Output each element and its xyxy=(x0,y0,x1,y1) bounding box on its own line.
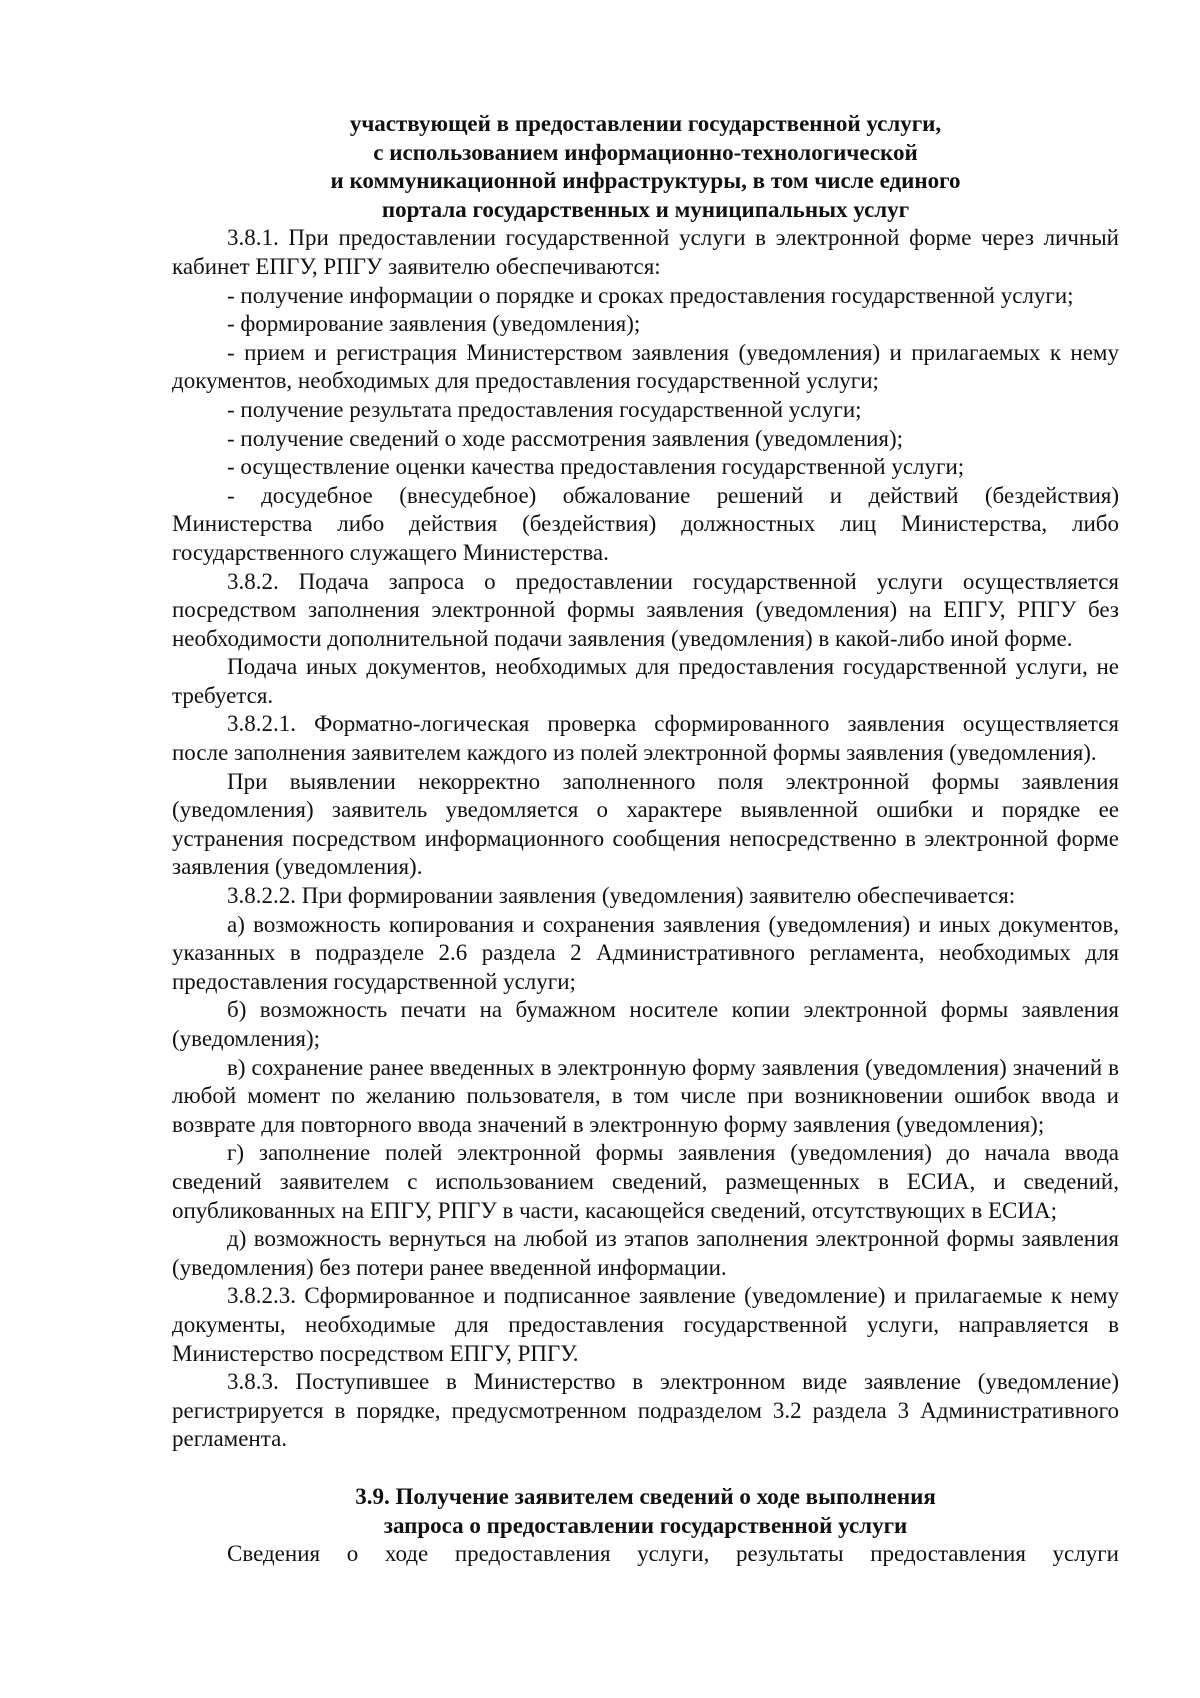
section-heading-3-9 xyxy=(172,1483,1119,1540)
heading-line: 3.9. Получение заявителем сведений о ходе выполнения xyxy=(355,1483,936,1509)
list-item-d: д) возможность вернуться на любой из этапов заполнения электронной формы заявления (уведомления) без потери ранее введенной информации. xyxy=(172,1226,1119,1280)
heading-line: с использованием информационно-технологической xyxy=(373,139,918,165)
paragraph-3-8-2-2: 3.8.2.2. При формировании заявления (уведомления) заявителю обеспечивается: xyxy=(227,883,1016,909)
list-item-form: - формирование заявления (уведомления); xyxy=(227,311,641,337)
section-spacer xyxy=(172,1454,1119,1483)
paragraph-3-8-3: 3.8.3. Поступившее в Министерство в электронном виде заявление (уведомление) регистрируется в порядке, предусмотренном подразделом 3.2 раздела 3 Административного регламента. xyxy=(172,1369,1119,1452)
list-item-registration: - прием и регистрация Министерством заявления (уведомления) и прилагаемых к нему документов, необходимых для предоставления государственной услуги; xyxy=(172,339,1119,394)
list-item-a: а) возможность копирования и сохранения заявления (уведомления) и иных документов, указанных в подразделе 2.6 раздела 2 Административного регламента, необходимых для предоставления государственной услуги; xyxy=(172,911,1119,994)
paragraph-3-8-2-3: 3.8.2.3. Сформированное и подписанное заявление (уведомление) и прилагаемые к нему документы, необходимые для предоставления государственной услуги, направляется в Министерство посредством ЕПГУ, РПГУ. xyxy=(172,1283,1119,1366)
paragraph-other-docs: Подача иных документов, необходимых для предоставления государственной услуги, не требуется. xyxy=(172,654,1119,708)
list-item-quality: - осуществление оценки качества предоставления государственной услуги; xyxy=(227,454,965,480)
document-page xyxy=(172,110,1119,1569)
list-item-b: б) возможность печати на бумажном носителе копии электронной формы заявления (уведомления); xyxy=(172,997,1119,1051)
heading-line: и коммуникационной инфраструктуры, в том числе единого xyxy=(330,168,961,194)
paragraph-3-9-text: Сведения о ходе предоставления услуги, результаты предоставления услуги xyxy=(227,1541,1119,1567)
list-item-result: - получение результата предоставления государственной услуги; xyxy=(227,396,862,422)
list-item-g: г) заполнение полей электронной формы заявления (уведомления) до начала ввода сведений заявителем с использованием сведений, размещенных в ЕСИА, и сведений, опубликованных на ЕПГУ, РПГУ в части, касающейся сведений, отсутствующих в ЕСИА; xyxy=(172,1140,1119,1223)
heading-line: запроса о предоставлении государственной услуги xyxy=(383,1512,908,1538)
heading-line: участвующей в предоставлении государственной услуги, xyxy=(349,111,942,136)
paragraph-3-8-2-1: 3.8.2.1. Форматно-логическая проверка сформированного заявления осуществляется после заполнения заявителем каждого из полей электронной формы заявления (уведомления). xyxy=(172,711,1119,766)
paragraph-3-8-2: 3.8.2. Подача запроса о предоставлении государственной услуги осуществляется посредством заполнения электронной формы заявления (уведомления) на ЕПГУ, РПГУ без необходимости дополнительной подачи заявления (уведомления) в какой-либо иной форме. xyxy=(172,568,1119,651)
list-item-appeal: - досудебное (внесудебное) обжалование решений и действий (бездействия) Министерства либо действия (бездействия) должностных лиц Министерства, либо государственного служащего Министерства. xyxy=(172,482,1119,565)
paragraph-incorrect-field: При выявлении некорректно заполненного поля электронной формы заявления (уведомления) заявитель уведомляется о характере выявленной ошибки и порядке ее устранения посредством информационного сообщения непосредственно в электронной форме заявления (уведомления). xyxy=(172,768,1119,880)
section-heading-3-8 xyxy=(172,110,1119,224)
list-item-info: - получение информации о порядке и сроках предоставления государственной услуги; xyxy=(227,282,1074,308)
paragraph-3-8-1: 3.8.1. При предоставлении государственной услуги в электронной форме через личный кабинет ЕПГУ, РПГУ заявителю обеспечиваются: xyxy=(172,225,1119,279)
list-item-v: в) сохранение ранее введенных в электронную форму заявления (уведомления) значений в любой момент по желанию пользователя, в том числе при возникновении ошибок ввода и возврате для повторного ввода значений в электронную форму заявления (уведомления); xyxy=(172,1054,1119,1137)
list-item-progress: - получение сведений о ходе рассмотрения заявления (уведомления); xyxy=(227,425,904,451)
heading-line: портала государственных и муниципальных услуг xyxy=(381,196,910,222)
